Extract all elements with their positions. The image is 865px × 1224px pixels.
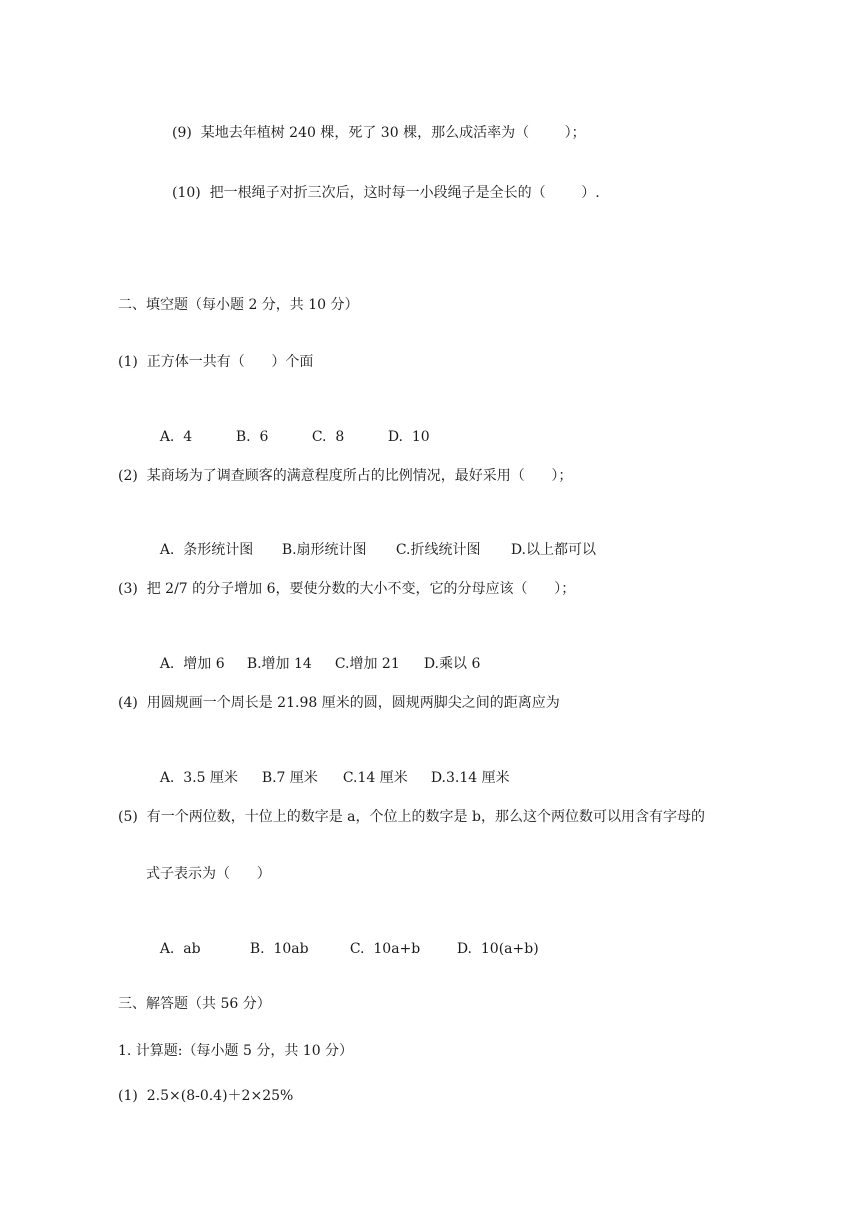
option-b: B.扇形统计图 (281, 542, 367, 558)
subsection-heading: 1. 计算题:（每小题 5 分，共 10 分） (118, 1043, 354, 1059)
options-row (142, 751, 510, 805)
option-c: C. 8 (311, 429, 345, 445)
question-10: (10) 把一根绳子对折三次后，这时每一小段绳子是全长的（ ）. (172, 185, 600, 201)
option-d: D.乘以 6 (423, 656, 481, 672)
options-row (142, 922, 539, 976)
calculation-item: (1) 2.5×(8-0.4)＋2×25% (118, 1088, 294, 1104)
options-row (142, 523, 596, 577)
section-heading-fill-in: 二、填空题（每小题 2 分，共 10 分） (118, 297, 359, 313)
option-a: A. 条形统计图 (159, 542, 254, 558)
question-stem: (3) 把 2/7 的分子增加 6，要使分数的大小不变，它的分母应该（ ）； (118, 581, 576, 597)
option-a: A. 4 (159, 429, 193, 445)
option-b: B.7 厘米 (261, 770, 318, 786)
options-row (142, 410, 430, 464)
section-heading-solve: 三、解答题（共 56 分） (118, 996, 271, 1012)
question-9: (9) 某地去年植树 240 棵，死了 30 棵，那么成活率为（ ）； (172, 125, 586, 141)
option-c: C.增加 21 (334, 656, 400, 672)
option-b: B.增加 14 (246, 656, 312, 672)
option-b: B. 6 (235, 429, 269, 445)
option-d: D.3.14 厘米 (430, 770, 510, 786)
question-stem: (5) 有一个两位数，十位上的数字是 a，个位上的数字是 b，那么这个两位数可以用含有字母的 (118, 809, 705, 825)
option-c: C. 10a+b (349, 941, 421, 957)
question-stem-continued: 式子表示为（ ） (146, 866, 271, 882)
question-stem: (4) 用圆规画一个周长是 21.98 厘米的圆，圆规两脚尖之间的距离应为 (118, 695, 560, 711)
option-d: D. 10 (387, 429, 430, 445)
options-row (142, 637, 480, 691)
option-a: A. 增加 6 (159, 656, 225, 672)
option-b: B. 10ab (249, 941, 309, 957)
question-stem: (2) 某商场为了调查顾客的满意程度所占的比例情况，最好采用（ ）； (118, 468, 573, 484)
question-stem: (1) 正方体一共有（ ）个面 (118, 354, 314, 370)
option-a: A. 3.5 厘米 (159, 770, 238, 786)
option-d: D. 10(a+b) (456, 941, 539, 957)
option-c: C.折线统计图 (395, 542, 481, 558)
option-a: A. ab (159, 941, 201, 957)
option-d: D.以上都可以 (510, 542, 596, 558)
option-c: C.14 厘米 (342, 770, 408, 786)
